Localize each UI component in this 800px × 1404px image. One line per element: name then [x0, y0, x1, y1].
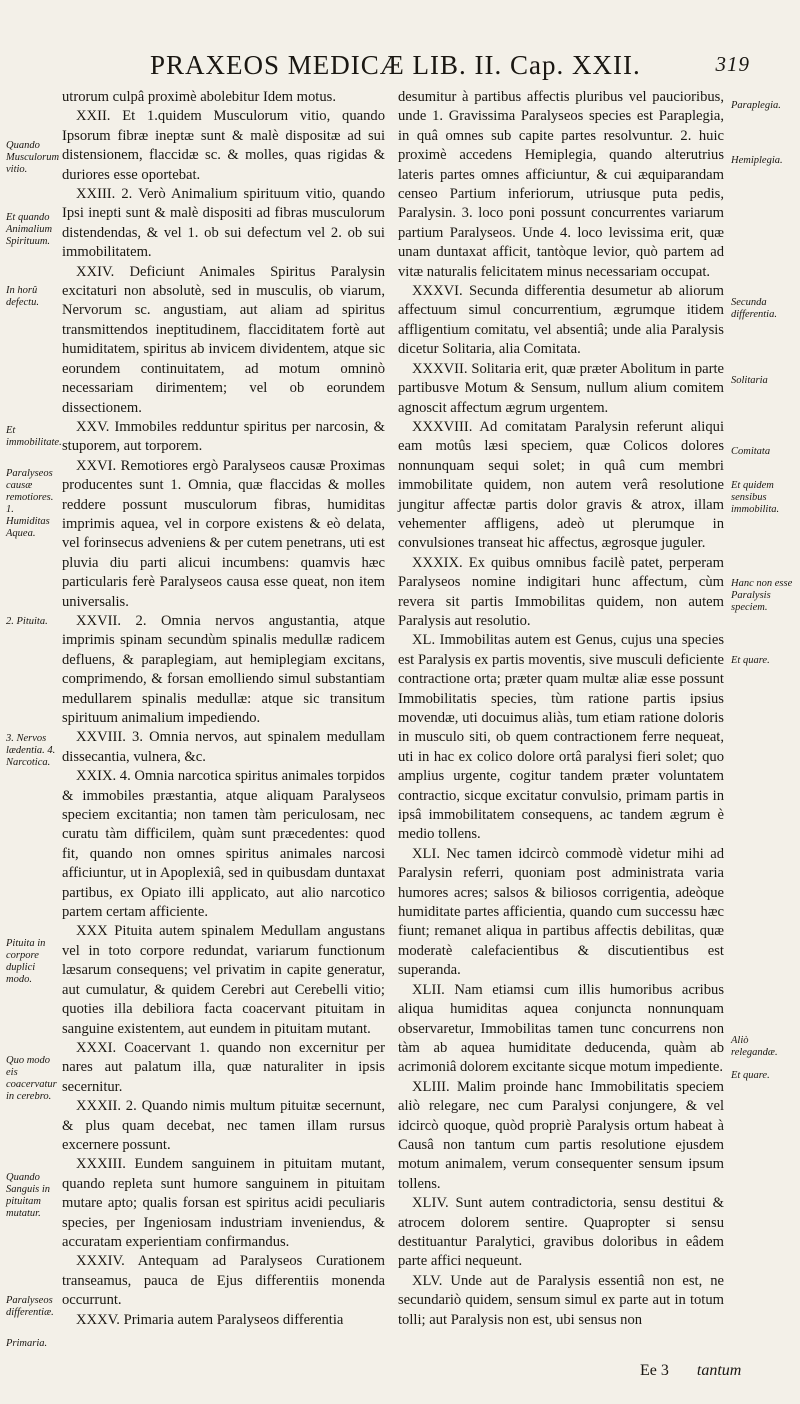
margin-note: Paralyseos causæ remotiores. 1. Humiditas Aquea.	[6, 468, 54, 539]
margin-note: Hemiplegia.	[731, 155, 783, 166]
paragraph: XLV. Unde aut de Paralysis essentiâ non est, ne secundariò quidem, sensum simul ex parte aut in totum tolli; aut Paralysis non est, ubi sensus non	[398, 1272, 724, 1328]
margin-note: Primaria.	[6, 1338, 48, 1349]
margin-note: Aliò relegandæ.	[731, 1035, 778, 1058]
paragraph: XLI. Nec tamen idcircò commodè videtur mihi ad Paralysin referri, quoniam post administrata varia humores acres; salsos & biliosos corrigentia, adeòque humiditate partes afficientia, quando cum successu hæc fiunt; remanet aliqua in partibus affectis debilitas, quæ moderatè calefacientibus & discutientibus est superanda.	[398, 845, 724, 979]
paragraph: utrorum culpâ proximè abolebitur Idem motus.	[62, 89, 336, 105]
paragraph: XXVII. 2. Omnia nervos angustantia, atque imprimis spinam secundùm spinalis medullæ radicem defluens, & paraplegiam, aut hemiplegiam excitans, comprimendo, & forsan emolliendo simul substantiam medullarem spinalis medullæ: atque sic transitum spirituum animalium impediendo.	[62, 612, 385, 726]
paragraph: XLII. Nam etiamsi cum illis humoribus acribus aliqua humiditas aquea conjuncta nonnunquam observaretur, Immobilitas tamen tunc concurrens non tàm ab aquea humiditate deducenda, quàm ab acrimoniâ dolorem excitante sicque motum impediente.	[398, 981, 724, 1076]
margin-note: Solitaria	[731, 375, 768, 386]
paragraph: XXIII. 2. Verò Animalium spirituum vitio, quando Ipsi inepti sunt & malè dispositi ad fibras musculorum distendendas, & vel 1. ob sui defectum vel 2. ob sui immobilitatem.	[62, 186, 385, 261]
page-footer	[640, 1362, 765, 1380]
right-text-column	[398, 88, 724, 1330]
paragraph: XXX Pituita autem spinalem Medullam angustans vel in toto corpore redundat, variarum functionum læsarum consequens; vel privatim in capite generatur, aut cumulatur, & quidem Cerebri aut Cerebelli vitio; quoties illa debiliora facta coacervant pituitam in sanguine existentem, aut eundem in pituitam mutant.	[62, 923, 385, 1037]
margin-note: 3. Nervos lædentia. 4. Narcotica.	[6, 733, 56, 768]
margin-note: Paraplegia.	[731, 100, 781, 111]
paragraph: XXV. Immobiles redduntur spiritus per narcosin, & stuporem, aut torporem.	[62, 418, 385, 455]
margin-note: Et quidem sensibus immobilita.	[731, 480, 780, 515]
paragraph: XXXVII. Solitaria erit, quæ præter Abolitum in parte partibusve Motum & Sensum, nullum alium comitem agnoscit affectum ægrum urgentem.	[398, 360, 724, 416]
margin-note: Quando Musculorum vitio.	[6, 140, 60, 175]
margin-note: Quo modo eis coacervatur in cerebro.	[6, 1055, 57, 1102]
paragraph: XXXIII. Eundem sanguinem in pituitam mutant, quando repleta sunt humore sanguinem in pituitam mutare apto; qualis forsan est spiritus acidi peculiaris species, per Ingeniosam industriam inveniendus, & accuratam experientiam confirmandus.	[62, 1156, 385, 1250]
margin-note: Et quare.	[731, 1070, 770, 1081]
paragraph: XXIX. 4. Omnia narcotica spiritus animales torpidos & immobiles præstantia, atque aliquam Paralyseos speciem excitantia; non tamen tàm periculosam, nec curatu tàm difficilem, quàm sunt præcedentes: quod fit, quando non omnes spiritus animales narcosi afficiuntur, ut in Apoplexiâ, sed in quibusdam duntaxat partibus, ex Opiato illi applicato, aut alio narcotico partem certam afficiente.	[62, 768, 385, 921]
paragraph: XXXII. 2. Quando nimis multum pituitæ secernunt, & plus quam decebat, nec tamen illam rursus excernere possunt.	[62, 1098, 385, 1153]
margin-note: Et immobilitate.	[6, 425, 62, 448]
margin-note: Et quare.	[731, 655, 770, 666]
page-header	[150, 50, 750, 84]
paragraph: desumitur à partibus affectis pluribus vel paucioribus, unde 1. Gravissima Paralyseos species est Paraplegia, in quâ omnes sub capite partes resolvuntur. 2. huic proximè accedens Hemiplegia, quando alterutrius lateris partes omnes afficiuntur, & cui æquiparandam censeo Partium inferiorum, utriusque puta pedis, Paralysin. 3. loco poni possunt concurrentes variarum partium Paralyseos. Unde 4. loco levissima erit, quæ unam duntaxat afficit, tantòque levior, quò partem ad vitæ naturalis felicitatem minus necessariam occupat.	[398, 89, 724, 280]
margin-note: Secunda differentia.	[731, 297, 777, 320]
margin-note: Comitata	[731, 446, 771, 457]
paragraph: XXXVIII. Ad comitatam Paralysin referunt aliqui eam motûs læsi speciem, quæ Colicos dolores nonnunquam sequi solet; in quâ cum membri immobilitate quidem, non autem verâ resolutione jungitur affectæ partis dolor gravis & atrox, illam vehementer affligens, adeò ut plerumque in convulsiones transeat hic affectus, ægrosque juguler.	[398, 418, 724, 552]
margin-note: Quando Sanguis in pituitam mutatur.	[6, 1172, 51, 1219]
paragraph: XXVI. Remotiores ergò Paralyseos causæ Proximas producentes sunt 1. Omnia, quæ flaccidas & molles reddere possunt musculorum fibras, humiditas imprimis aquea, vel in corpore existens & eò delata, vel forinsecus adveniens & per cutem penetrans, uti est pluvia diu parti alicui incumbens: quamvis hæc particularis ferè Paralyseos causa esse queat, non item universalis.	[62, 457, 385, 610]
margin-note: 2. Pituita.	[6, 616, 48, 627]
margin-note: Pituita in corpore duplici modo.	[6, 938, 46, 985]
paragraph: XLIII. Malim proinde hanc Immobilitatis speciem aliò relegare, nec cum Paralysi conjungere, & vel idcircò quoque, quòd propriè Paralysis ortum habeat à Causâ non tantum cum partis resolutione ejusdem motum animalem, verum consequenter sensum ipsum tollens.	[398, 1078, 724, 1192]
running-title: PRAXEOS MEDICÆ LIB. II. Cap. XXII.	[150, 50, 641, 80]
page-number: 319	[715, 52, 750, 76]
paragraph: XXXV. Primaria autem Paralyseos differentia	[76, 1311, 344, 1328]
catchword: tantum	[696, 1362, 742, 1379]
paragraph: XLIV. Sunt autem contradictoria, sensu destitui & atrocem dolorem sentire. Quapropter si sensu destituantur Paralytici, gravibus doloribus in eâdem parte affici nequeunt.	[398, 1195, 724, 1270]
paragraph: XXVIII. 3. Omnia nervos, aut spinalem medullam dissecantia, vulnera, &c.	[62, 729, 385, 765]
signature-mark: Ee 3	[640, 1362, 669, 1379]
paragraph: XXXIV. Antequam ad Paralyseos Curationem transeamus, pauca de Ejus differentiis monenda occurrunt.	[62, 1253, 385, 1309]
margin-note: Et quando Animalium Spirituum.	[6, 212, 53, 247]
paragraph: XXIV. Deficiunt Animales Spiritus Paralysin excitaturi non absolutè, sed in musculis, ob viarum, Nervorum sc. angustiam, aut aliam ad spiritus transmittendos ineptitudinem, flacciditatem fortè aut humiditatem, spiritus ab invicem dividentem, atque sic eorundem continuitatem, ad motum omninò necessariam dirimentem; vel ob eorundem dissectionem.	[62, 263, 385, 416]
paragraph: XL. Immobilitas autem est Genus, cujus una species est Paralysis ex partis moventis, sive musculi deficiente contractione orta; præter quam multæ aliæ esse possunt Immobilitatis species, tùm ratione partis ipsius movendæ, uti docuimus aliàs, tum etiam ratione doloris in musculo siti, ob quem contractionem ferre nequeat, uti in hac ex colico dolore ortâ paralysi fieri solet; quo amplius urgente, cogitur tandem præter voluntatem contractio, sicque excitatur convulsio, primam partis in ipsâ immobilitatem consequens, ac tandem ægrum è medio tollens.	[398, 632, 724, 843]
margin-note: Hanc non esse Paralysis speciem.	[731, 578, 793, 613]
left-text-column	[62, 88, 385, 1330]
margin-note: Paralyseos differentiæ.	[6, 1295, 54, 1318]
paragraph: XXII. Et 1.quidem Musculorum vitio, quando Ipsorum fibræ ineptæ sunt & malè dispositæ ad sui distensionem, flaccidæ sc. & molles, quas rigidas & duriores esse oportebat.	[62, 108, 385, 183]
paragraph: XXXIX. Ex quibus omnibus facilè patet, perperam Paralyseos nomine indigitari hunc affectum, cùm revera sit partis Immobilitas quidem, non autem Paralysis aut resolutio.	[398, 554, 724, 629]
paragraph: XXXI. Coacervant 1. quando non excernitur per nares aut palatum illa, quæ naturaliter in ipsis secernitur.	[62, 1039, 385, 1095]
paragraph: XXXVI. Secunda differentia desumetur ab aliorum affectuum simul concurrentium, ægrumque itidem affligentium comitatu, vel absentiâ; unde alia Paralysis dicetur Solitaria, alia Comitata.	[398, 283, 724, 358]
margin-note: In horû defectu.	[6, 285, 39, 308]
